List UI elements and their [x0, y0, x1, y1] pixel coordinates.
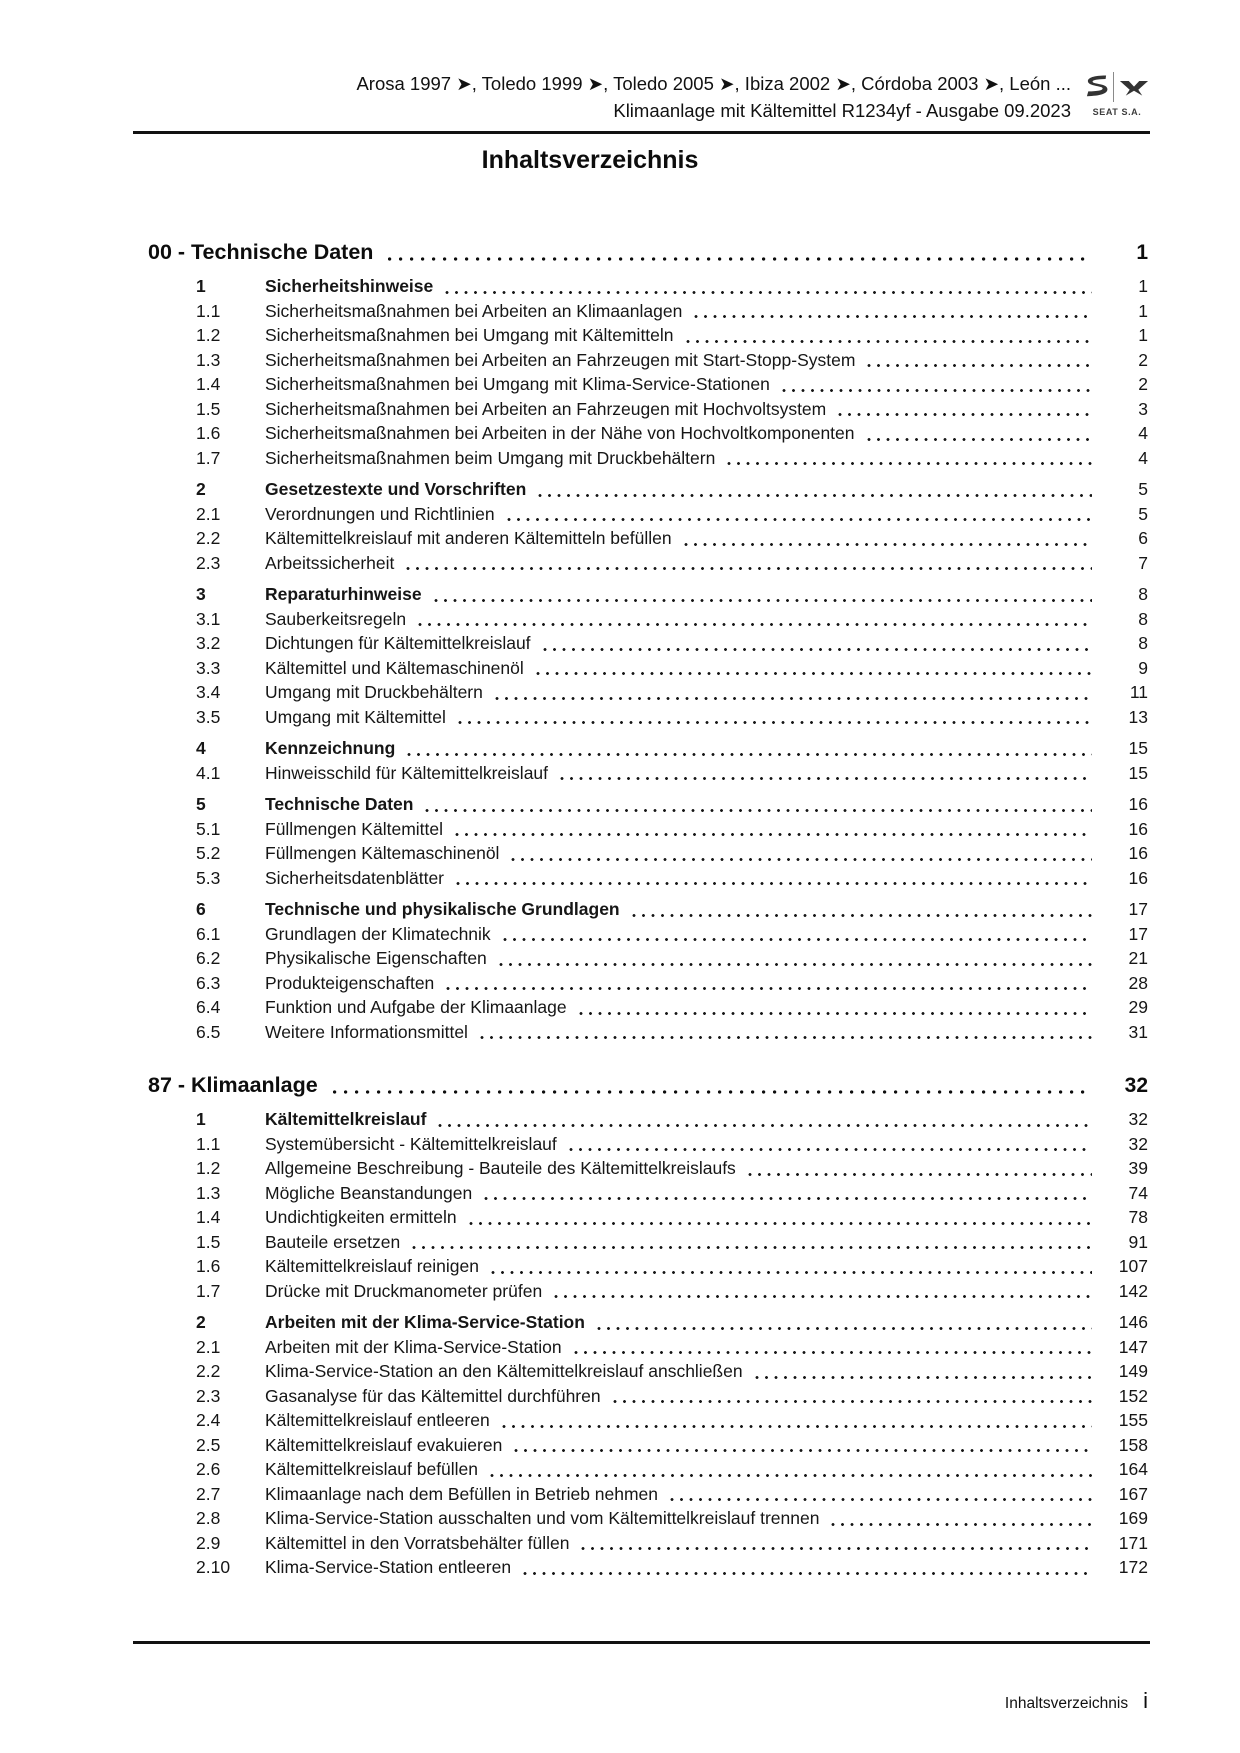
toc-entry[interactable] [148, 946, 1148, 971]
entry-title: Kältemittel und Kältemaschinenöl [265, 657, 524, 678]
dot-leader [499, 962, 1092, 967]
dot-leader [406, 566, 1092, 571]
dot-leader [514, 1448, 1092, 1453]
dot-leader [686, 339, 1092, 344]
entry-page-number: 8 [1138, 584, 1148, 604]
entry-title: Gesetzestexte und Vorschriften [265, 479, 527, 499]
entry-page-number: 146 [1118, 1312, 1148, 1332]
entry-title: Umgang mit Druckbehältern [265, 682, 483, 702]
toc-entry[interactable] [148, 323, 1148, 348]
entry-title: Bauteile ersetzen [265, 1231, 401, 1252]
entry-number: 6.1 [196, 923, 221, 944]
dot-leader [455, 832, 1092, 837]
company-name: SEAT S.A. [1092, 107, 1142, 117]
dot-leader [632, 913, 1092, 918]
chapter-label: 87 - Klimaanlage [148, 1073, 318, 1097]
page-title: Inhaltsverzeichnis [481, 146, 699, 174]
entry-page-number: 13 [1128, 706, 1148, 727]
dot-leader [684, 542, 1092, 547]
entry-number: 1.6 [196, 1256, 221, 1276]
dot-leader [511, 857, 1092, 862]
entry-number: 6.3 [196, 972, 221, 993]
page-header [133, 70, 1150, 124]
entry-page-number: 1 [1138, 276, 1148, 296]
entry-number: 1.4 [196, 1207, 221, 1227]
entry-number: 3 [196, 584, 206, 604]
entry-title: Weitere Informationsmittel [265, 1021, 468, 1042]
toc-entry[interactable] [148, 582, 1148, 607]
footer-label: Inhaltsverzeichnis [1004, 1695, 1129, 1712]
entry-number: 2.7 [196, 1483, 221, 1504]
entry-title: Arbeiten mit der Klima-Service-Station [265, 1312, 585, 1332]
page-footer [133, 1688, 1148, 1714]
toc-entry[interactable] [148, 1205, 1148, 1230]
entry-title: Klima-Service-Station an den Kältemittelkreislauf anschließen [265, 1361, 743, 1381]
entry-page-number: 4 [1138, 423, 1148, 443]
entry-page-number: 32 [1128, 1109, 1148, 1129]
toc-entry[interactable] [148, 1482, 1148, 1507]
dot-leader [536, 671, 1092, 676]
toc-entry[interactable] [148, 841, 1148, 866]
entry-page-number: 7 [1138, 552, 1148, 573]
entry-number: 5.1 [196, 818, 221, 839]
entry-page-number: 169 [1118, 1508, 1148, 1528]
entry-number: 6.5 [196, 1021, 221, 1042]
entry-page-number: 16 [1128, 867, 1148, 888]
logo-divider [1113, 72, 1115, 102]
entry-number: 6 [196, 899, 206, 919]
dot-leader [569, 1147, 1092, 1152]
toc-entry[interactable] [148, 1132, 1148, 1157]
entry-number: 2.9 [196, 1532, 221, 1553]
toc-entry[interactable] [148, 607, 1148, 632]
entry-number: 2.10 [196, 1557, 231, 1577]
toc-entry[interactable] [148, 1230, 1148, 1255]
entry-page-number: 28 [1128, 972, 1148, 993]
toc-entry[interactable] [148, 1408, 1148, 1433]
toc-entry[interactable] [148, 680, 1148, 705]
dot-leader [469, 1221, 1092, 1226]
entry-title: Grundlagen der Klimatechnik [265, 923, 491, 944]
toc-entry[interactable] [148, 299, 1148, 324]
dot-leader [867, 363, 1092, 368]
dot-leader [579, 1011, 1092, 1016]
footer-rule [133, 1641, 1150, 1644]
toc-entry[interactable] [148, 1384, 1148, 1409]
dot-leader [412, 1245, 1092, 1250]
entry-number: 1.4 [196, 374, 221, 394]
dot-leader [418, 622, 1092, 627]
entry-page-number: 164 [1118, 1459, 1148, 1479]
entry-page-number: 16 [1128, 843, 1148, 863]
entry-page-number: 2 [1138, 349, 1148, 370]
toc-chapter-heading[interactable] [148, 1070, 1148, 1100]
entry-number: 4 [196, 738, 206, 758]
dot-leader [838, 412, 1092, 417]
dot-leader [434, 598, 1092, 603]
dot-leader [538, 493, 1092, 498]
entry-number: 2.8 [196, 1508, 221, 1528]
entry-number: 2.3 [196, 552, 221, 573]
entry-page-number: 78 [1128, 1207, 1148, 1227]
entry-title: Dichtungen für Kältemittelkreislauf [265, 633, 531, 653]
entry-page-number: 21 [1128, 948, 1148, 968]
entry-page-number: 2 [1138, 374, 1148, 394]
toc-entry[interactable] [148, 817, 1148, 842]
brand-logo-block [1084, 70, 1150, 117]
toc-entry[interactable] [148, 1531, 1148, 1556]
entry-page-number: 158 [1118, 1434, 1148, 1455]
entry-number: 2.1 [196, 1336, 221, 1357]
toc-entry[interactable] [148, 372, 1148, 397]
toc-entry[interactable] [148, 1310, 1148, 1335]
entry-number: 1 [196, 1109, 206, 1129]
entry-title: Kennzeichnung [265, 738, 396, 758]
dot-leader [480, 1035, 1092, 1040]
entry-number: 1.7 [196, 447, 221, 468]
entry-page-number: 39 [1128, 1158, 1148, 1178]
dot-leader [458, 720, 1092, 725]
toc-entry[interactable] [148, 1020, 1148, 1045]
dot-leader [581, 1546, 1092, 1551]
entry-page-number: 152 [1118, 1385, 1148, 1406]
toc-entry[interactable] [148, 274, 1148, 299]
entry-title: Hinweisschild für Kältemittelkreislauf [265, 762, 549, 783]
dot-leader [507, 517, 1092, 522]
dot-leader [445, 290, 1092, 295]
dot-leader [503, 937, 1092, 942]
entry-page-number: 11 [1129, 682, 1148, 702]
entry-page-number: 32 [1128, 1133, 1148, 1154]
entry-number: 3.1 [196, 608, 221, 629]
entry-title: Kältemittelkreislauf entleeren [265, 1410, 490, 1430]
entry-page-number: 16 [1128, 818, 1148, 839]
dot-leader [332, 1089, 1092, 1095]
toc-entry[interactable] [148, 1254, 1148, 1279]
toc-entry[interactable] [148, 656, 1148, 681]
dot-leader [670, 1497, 1092, 1502]
entry-number: 3.3 [196, 657, 221, 678]
entry-title: Verordnungen und Richtlinien [265, 503, 495, 524]
header-rule [133, 131, 1150, 134]
entry-title: Gasanalyse für das Kältemittel durchführen [265, 1385, 601, 1406]
entry-number: 1 [196, 276, 206, 296]
entry-page-number: 107 [1118, 1256, 1148, 1276]
entry-title: Klimaanlage nach dem Befüllen in Betrieb nehmen [265, 1483, 659, 1504]
header-text [356, 70, 1071, 124]
entry-page-number: 147 [1118, 1336, 1148, 1357]
dot-leader [502, 1424, 1092, 1429]
entry-number: 1.3 [196, 349, 221, 370]
dot-leader [446, 986, 1092, 991]
entry-page-number: 8 [1138, 633, 1148, 653]
toc-entry[interactable] [148, 421, 1148, 446]
toc-entry[interactable] [148, 1433, 1148, 1458]
entry-page-number: 16 [1128, 794, 1148, 814]
entry-title: Füllmengen Kältemittel [265, 818, 443, 839]
toc-entry[interactable] [148, 995, 1148, 1020]
entry-page-number: 15 [1128, 738, 1148, 758]
toc-entry[interactable] [148, 1335, 1148, 1360]
entry-number: 5.3 [196, 867, 221, 888]
entry-title: Kältemittel in den Vorratsbehälter füllen [265, 1532, 570, 1553]
entry-page-number: 31 [1128, 1021, 1148, 1042]
entry-number: 6.2 [196, 948, 221, 968]
entry-page-number: 167 [1118, 1483, 1148, 1504]
dot-leader [867, 437, 1092, 442]
toc-entry[interactable] [148, 897, 1148, 922]
entry-number: 2 [196, 479, 206, 499]
entry-title: Arbeiten mit der Klima-Service-Station [265, 1336, 562, 1357]
entry-page-number: 1 [1138, 325, 1148, 345]
entry-page-number: 91 [1128, 1231, 1148, 1252]
entry-number: 5.2 [196, 843, 221, 863]
entry-page-number: 1 [1138, 300, 1148, 321]
dot-leader [523, 1571, 1092, 1576]
toc-entry[interactable] [148, 705, 1148, 730]
toc [148, 237, 1148, 1580]
entry-title: Klima-Service-Station entleeren [265, 1557, 512, 1577]
entry-title: Kältemittelkreislauf mit anderen Kältemitteln befüllen [265, 528, 672, 548]
entry-number: 1.1 [196, 1133, 221, 1154]
toc-entry[interactable] [148, 1107, 1148, 1132]
dot-leader [491, 1270, 1092, 1275]
toc-entry[interactable] [148, 1359, 1148, 1384]
chapter-page-number: 1 [1136, 241, 1148, 264]
entry-page-number: 8 [1138, 608, 1148, 629]
entry-title: Kältemittelkreislauf [265, 1109, 427, 1129]
entry-page-number: 74 [1128, 1182, 1148, 1203]
toc-entry[interactable] [148, 736, 1148, 761]
dot-leader [613, 1399, 1092, 1404]
entry-title: Sicherheitsmaßnahmen beim Umgang mit Druckbehältern [265, 447, 716, 468]
dot-leader [748, 1172, 1092, 1177]
toc-entry[interactable] [148, 477, 1148, 502]
entry-page-number: 9 [1138, 657, 1148, 678]
dot-leader [387, 256, 1092, 262]
dot-leader [543, 647, 1092, 652]
entry-number: 5 [196, 794, 206, 814]
toc-entry[interactable] [148, 631, 1148, 656]
entry-title: Physikalische Eigenschaften [265, 948, 487, 968]
entry-page-number: 4 [1138, 447, 1148, 468]
toc-entry[interactable] [148, 866, 1148, 891]
toc-entry[interactable] [148, 792, 1148, 817]
dot-leader [456, 881, 1092, 886]
toc-entry[interactable] [148, 526, 1148, 551]
entry-page-number: 5 [1138, 503, 1148, 524]
entry-title: Drücke mit Druckmanometer prüfen [265, 1280, 543, 1301]
cupra-logo-icon [1119, 78, 1149, 97]
entry-number: 2.2 [196, 528, 221, 548]
toc-entry[interactable] [148, 761, 1148, 786]
entry-page-number: 149 [1118, 1361, 1148, 1381]
entry-title: Funktion und Aufgabe der Klimaanlage [265, 997, 567, 1017]
entry-title: Undichtigkeiten ermitteln [265, 1207, 457, 1227]
entry-title: Sicherheitsmaßnahmen bei Arbeiten in der Nähe von Hochvoltkomponenten [265, 423, 855, 443]
entry-number: 2.5 [196, 1434, 221, 1455]
entry-title: Füllmengen Kältemaschinenöl [265, 843, 500, 863]
entry-title: Kältemittelkreislauf befüllen [265, 1459, 479, 1479]
toc-entry[interactable] [148, 922, 1148, 947]
entry-number: 1.6 [196, 423, 221, 443]
entry-page-number: 155 [1118, 1410, 1148, 1430]
toc-entry[interactable] [148, 397, 1148, 422]
toc-entry[interactable] [148, 971, 1148, 996]
entry-number: 3.5 [196, 706, 221, 727]
dot-leader [495, 696, 1092, 701]
dot-leader [560, 776, 1092, 781]
dot-leader [694, 314, 1092, 319]
toc-entry[interactable] [148, 1457, 1148, 1482]
entry-title: Mögliche Beanstandungen [265, 1182, 473, 1203]
entry-title: Technische und physikalische Grundlagen [265, 899, 620, 919]
entry-title: Sicherheitsmaßnahmen bei Arbeiten an Fahrzeugen mit Hochvoltsystem [265, 398, 827, 419]
toc-entry[interactable] [148, 348, 1148, 373]
toc-entry[interactable] [148, 1506, 1148, 1531]
entry-title: Sauberkeitsregeln [265, 608, 407, 629]
entry-number: 1.2 [196, 325, 221, 345]
entry-title: Arbeitssicherheit [265, 552, 395, 573]
entry-page-number: 171 [1118, 1532, 1148, 1553]
entry-title: Sicherheitsmaßnahmen bei Arbeiten an Fahrzeugen mit Start-Stopp-System [265, 349, 856, 370]
entry-page-number: 5 [1138, 479, 1148, 499]
entry-page-number: 17 [1128, 923, 1148, 944]
dot-leader [831, 1522, 1092, 1527]
toc-chapter-heading[interactable] [148, 237, 1148, 267]
entry-number: 3.4 [196, 682, 221, 702]
entry-number: 1.3 [196, 1182, 221, 1203]
entry-title: Sicherheitsmaßnahmen bei Umgang mit Kältemitteln [265, 325, 674, 345]
dot-leader [425, 808, 1092, 813]
entry-title: Umgang mit Kältemittel [265, 706, 446, 727]
entry-title: Klima-Service-Station ausschalten und vom Kältemittelkreislauf trennen [265, 1508, 820, 1528]
dot-leader [407, 752, 1092, 757]
entry-title: Technische Daten [265, 794, 414, 814]
chapter-label: 00 - Technische Daten [148, 240, 374, 264]
entry-title: Sicherheitsdatenblätter [265, 867, 444, 888]
entry-page-number: 29 [1128, 997, 1148, 1017]
footer-page-number: i [1143, 1688, 1148, 1713]
entry-number: 2.2 [196, 1361, 221, 1381]
entry-page-number: 142 [1118, 1280, 1148, 1301]
header-subtitle-line: Klimaanlage mit Kältemittel R1234yf - Ausgabe 09.2023 [613, 100, 1071, 121]
dot-leader [484, 1196, 1092, 1201]
dot-leader [782, 388, 1092, 393]
entry-title: Kältemittelkreislauf reinigen [265, 1256, 479, 1276]
seat-logo-icon [1085, 73, 1108, 101]
dot-leader [755, 1375, 1092, 1380]
toc-entry[interactable] [148, 1279, 1148, 1304]
toc-entry[interactable] [148, 551, 1148, 576]
entry-number: 4.1 [196, 762, 221, 783]
entry-page-number: 3 [1138, 398, 1148, 419]
header-models-line: Arosa 1997 ➤, Toledo 1999 ➤, Toledo 2005 ➤, Ibiza 2002 ➤, Córdoba 2003 ➤, León ... [356, 73, 1071, 94]
toc-entry[interactable] [148, 1555, 1148, 1580]
dot-leader [490, 1473, 1092, 1478]
chapter-page-number: 32 [1124, 1074, 1148, 1097]
dot-leader [597, 1326, 1092, 1331]
toc-entry[interactable] [148, 1181, 1148, 1206]
entry-number: 6.4 [196, 997, 221, 1017]
entry-page-number: 172 [1118, 1557, 1148, 1577]
entry-number: 1.5 [196, 398, 221, 419]
entry-title: Sicherheitshinweise [265, 276, 434, 296]
entry-number: 3.2 [196, 633, 221, 653]
entry-number: 1.2 [196, 1158, 221, 1178]
entry-title: Sicherheitsmaßnahmen bei Arbeiten an Klimaanlagen [265, 300, 683, 321]
entry-title: Kältemittelkreislauf evakuieren [265, 1434, 503, 1455]
dot-leader [574, 1350, 1092, 1355]
entry-number: 2.3 [196, 1385, 221, 1406]
dot-leader [727, 461, 1092, 466]
entry-number: 2.4 [196, 1410, 221, 1430]
entry-title: Sicherheitsmaßnahmen bei Umgang mit Klima-Service-Stationen [265, 374, 770, 394]
entry-page-number: 15 [1128, 762, 1148, 783]
entry-title: Systemübersicht - Kältemittelkreislauf [265, 1133, 557, 1154]
entry-number: 1.5 [196, 1231, 221, 1252]
entry-title: Allgemeine Beschreibung - Bauteile des Kältemittelkreislaufs [265, 1158, 736, 1178]
toc-entry[interactable] [148, 502, 1148, 527]
entry-title: Produkteigenschaften [265, 972, 435, 993]
dot-leader [438, 1123, 1092, 1128]
entry-page-number: 6 [1138, 528, 1148, 548]
entry-number: 2.1 [196, 503, 221, 524]
toc-entry[interactable] [148, 1156, 1148, 1181]
entry-number: 2.6 [196, 1459, 221, 1479]
entry-number: 1.7 [196, 1280, 221, 1301]
toc-entry[interactable] [148, 446, 1148, 471]
entry-page-number: 17 [1128, 899, 1148, 919]
entry-number: 1.1 [196, 300, 221, 321]
dot-leader [554, 1294, 1092, 1299]
entry-title: Reparaturhinweise [265, 584, 422, 604]
entry-number: 2 [196, 1312, 206, 1332]
